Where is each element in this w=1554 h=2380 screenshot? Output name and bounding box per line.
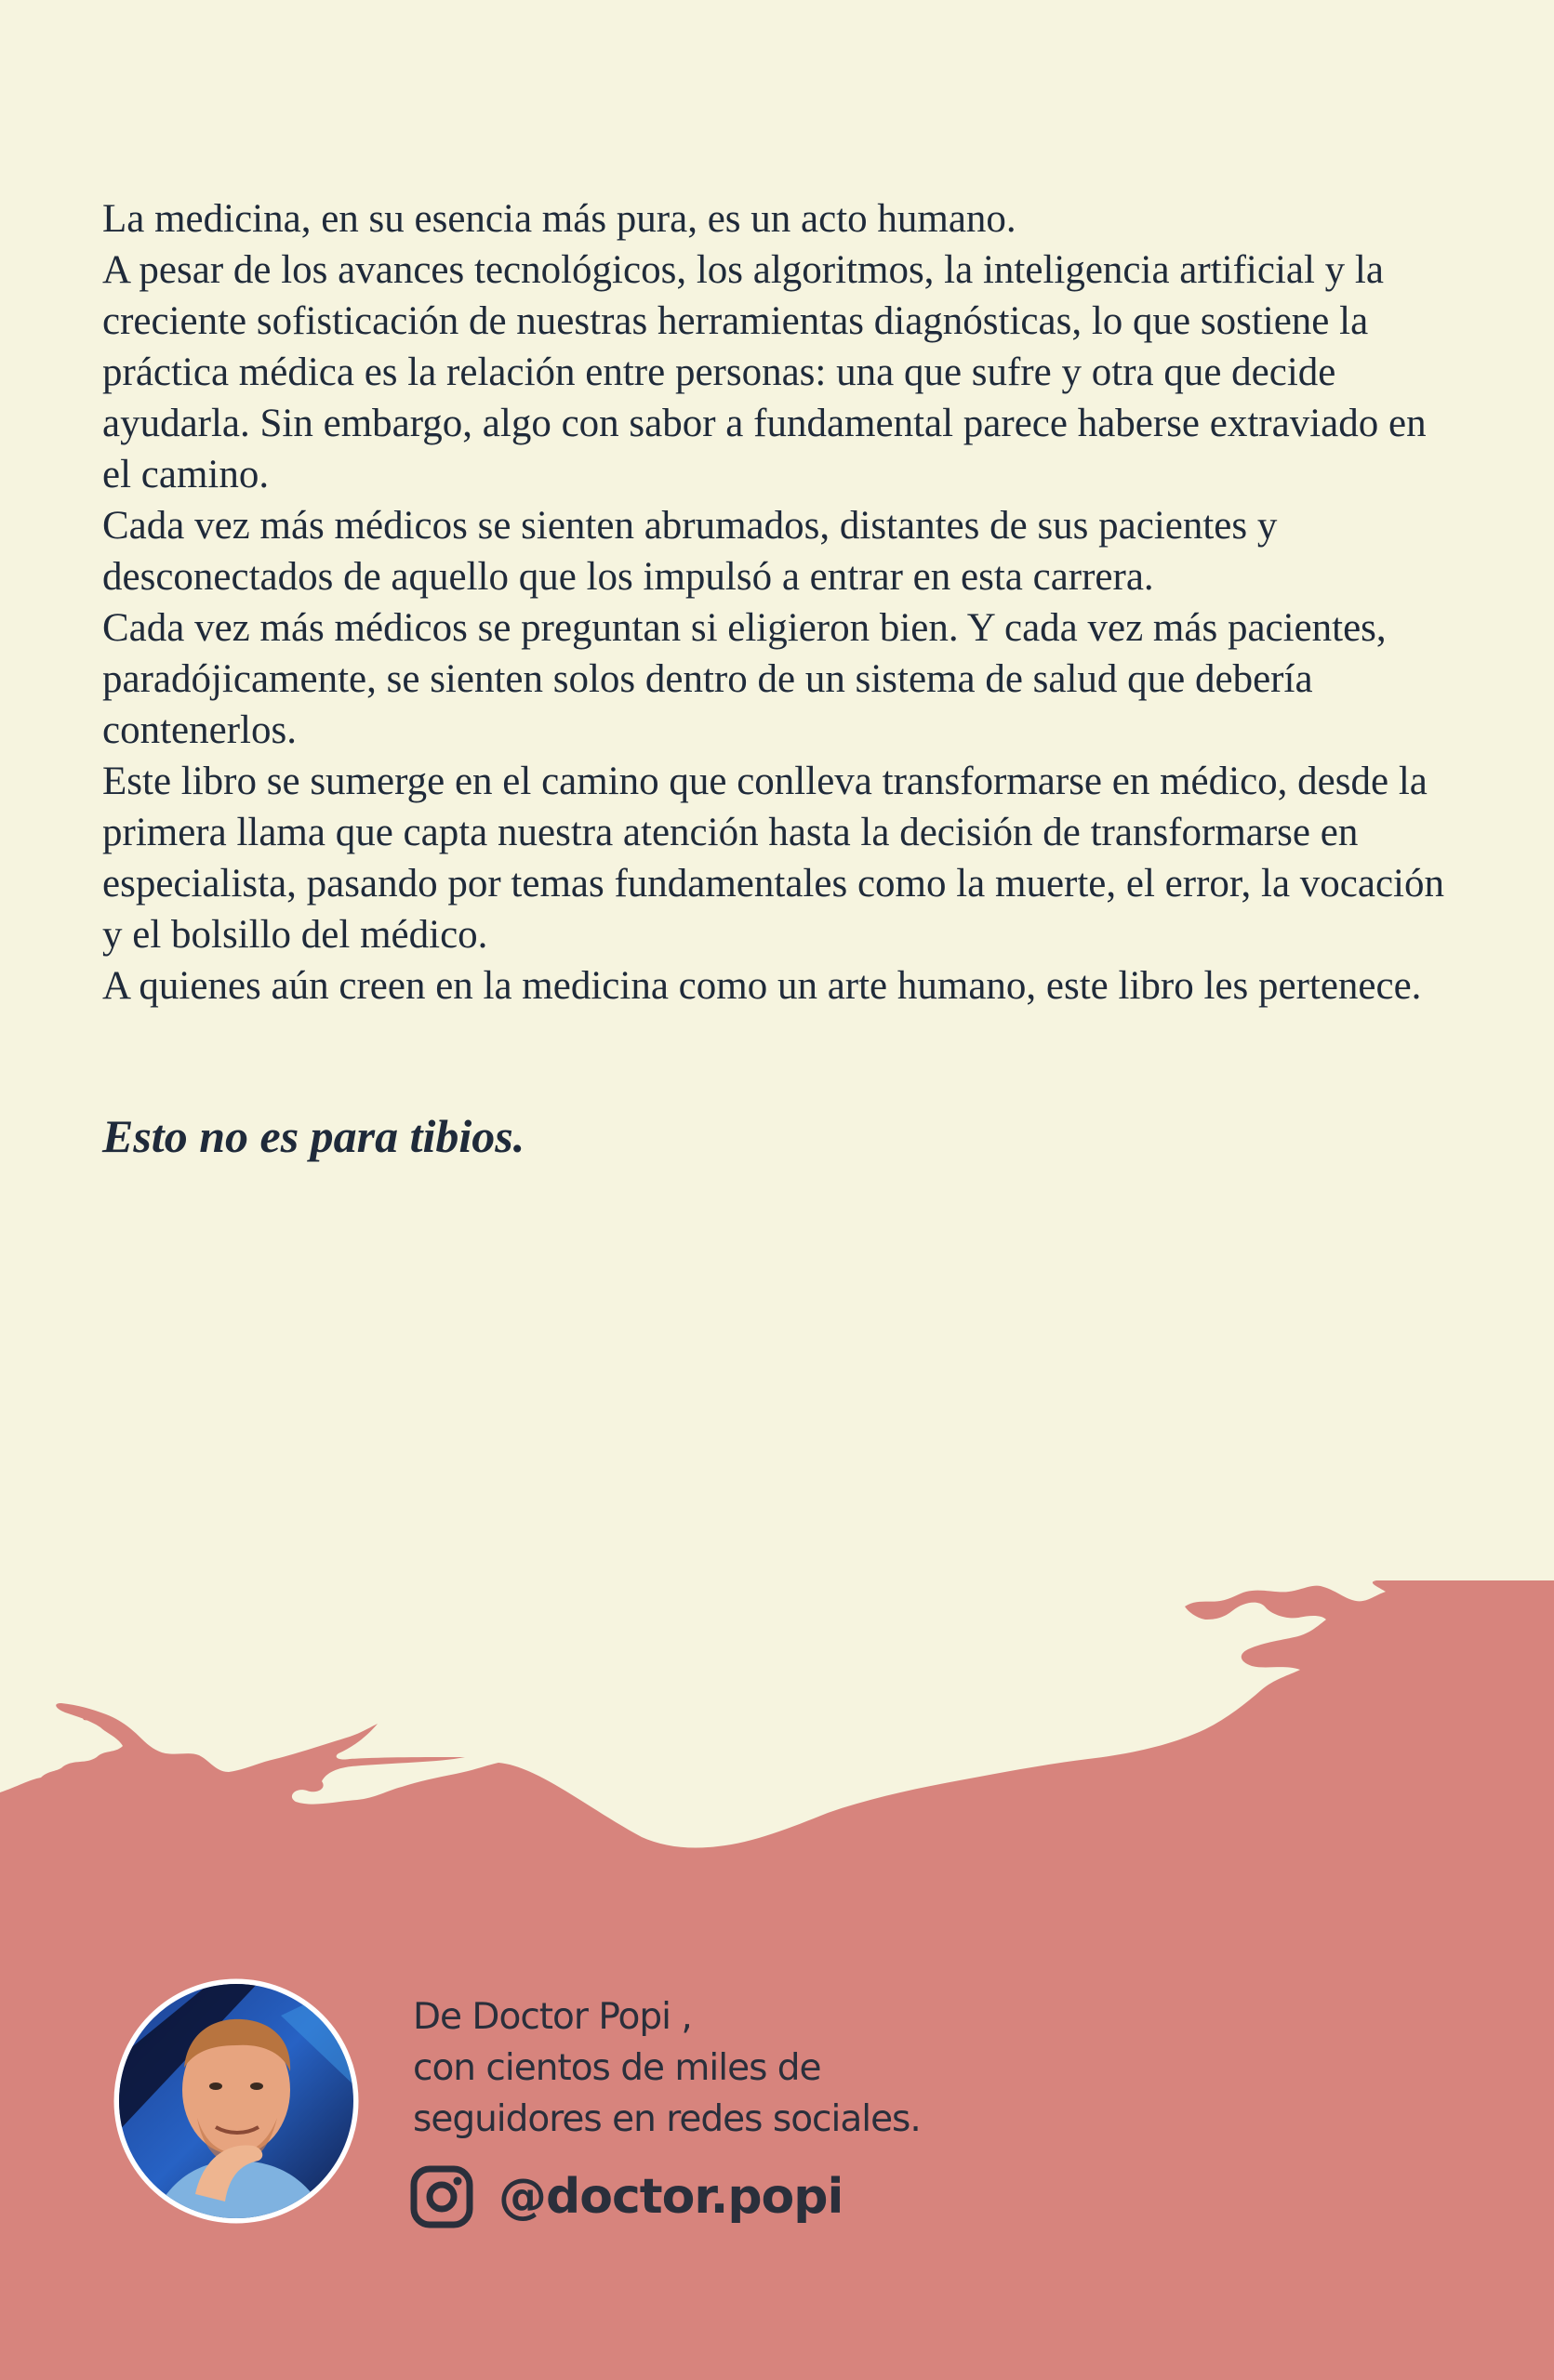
blurb-paragraph: Cada vez más médicos se preguntan si eligieron bien. Y cada vez más pacientes, paradójicamente, se sienten solos dentro de un sistema de salud que debería contenerlos. xyxy=(102,606,1387,752)
author-avatar xyxy=(113,1978,359,2224)
author-line: De Doctor Popi , xyxy=(413,1996,692,2038)
blurb-text xyxy=(102,193,1460,1012)
blurb-paragraph: Cada vez más médicos se sienten abrumados, distantes de sus pacientes y desconectados de aquello que los impulsó a entrar en esta carrera. xyxy=(102,504,1278,599)
author-line: seguidores en redes sociales. xyxy=(413,2098,921,2140)
instagram-icon xyxy=(409,2164,474,2229)
blurb-paragraph: A pesar de los avances tecnológicos, los algoritmos, la inteligencia artificial y la creciente sofisticación de nuestras herramientas diagnósticas, lo que sostiene la práctica médica es la relación entre personas: una que sufre y otra que decide ayudarla. Sin embargo, algo con sabor a fundamental parece haberse extraviado en el camino. xyxy=(102,248,1427,496)
blurb-paragraph: A quienes aún creen en la medicina como un arte humano, este libro les pertenece. xyxy=(102,964,1422,1008)
tagline: Esto no es para tibios. xyxy=(102,1110,525,1162)
instagram-handle[interactable]: @doctor.popi xyxy=(498,2169,843,2225)
author-description xyxy=(413,1991,921,2145)
blurb-paragraph: Este libro se sumerge en el camino que conlleva transformarse en médico, desde la primera llama que capta nuestra atención hasta la decisión de transformarse en especialista, pasando por temas fundamentales como la muerte, el error, la vocación y el bolsillo del médico. xyxy=(102,760,1444,957)
author-line: con cientos de miles de xyxy=(413,2047,821,2089)
social-handle[interactable] xyxy=(409,2164,843,2229)
blurb-paragraph: La medicina, en su esencia más pura, es un acto humano. xyxy=(102,197,1016,241)
